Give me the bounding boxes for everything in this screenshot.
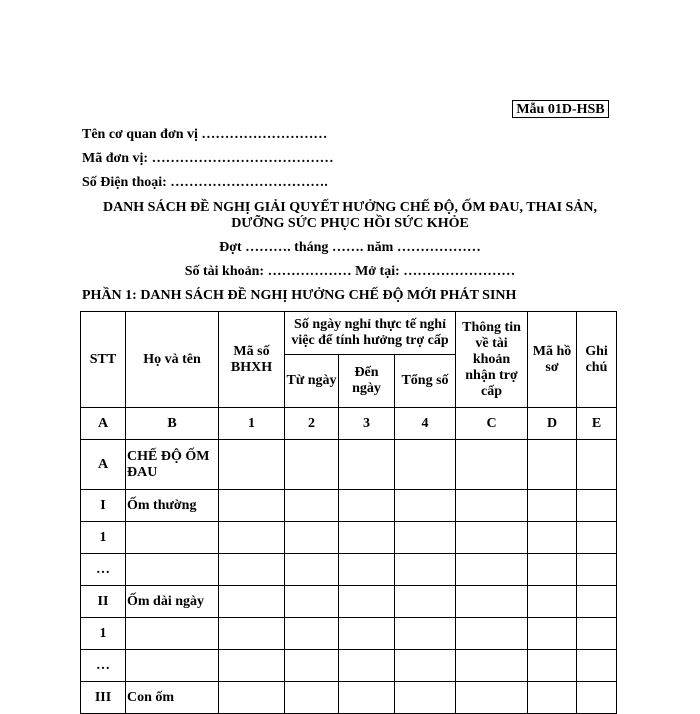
code-cell: B	[126, 408, 219, 440]
empty-cell	[456, 586, 528, 618]
code-cell: E	[577, 408, 617, 440]
header-stt: STT	[81, 312, 126, 408]
table-row	[81, 554, 617, 586]
empty-cell	[285, 682, 339, 714]
agency-name-line: Tên cơ quan đơn vị ………………………	[82, 127, 328, 142]
empty-cell	[456, 650, 528, 682]
code-cell: D	[528, 408, 577, 440]
empty-cell	[528, 440, 577, 490]
form-code-box: Mẫu 01D-HSB	[512, 100, 609, 118]
empty-cell	[395, 440, 456, 490]
empty-cell	[528, 522, 577, 554]
empty-cell	[219, 554, 285, 586]
header-account-info: Thông tin về tài khoản nhận trợ cấp	[456, 312, 528, 408]
row-name-cell	[126, 650, 219, 682]
empty-cell	[456, 490, 528, 522]
empty-cell	[395, 618, 456, 650]
header-file-code: Mã hồ sơ	[528, 312, 577, 408]
row-stt-cell: …	[81, 554, 126, 586]
empty-cell	[456, 522, 528, 554]
empty-cell	[577, 650, 617, 682]
empty-cell	[528, 618, 577, 650]
empty-cell	[577, 554, 617, 586]
row-name-cell	[126, 554, 219, 586]
row-stt-cell: I	[81, 490, 126, 522]
code-cell: 1	[219, 408, 285, 440]
empty-cell	[339, 522, 395, 554]
empty-cell	[395, 522, 456, 554]
empty-cell	[285, 650, 339, 682]
empty-cell	[528, 586, 577, 618]
row-stt-cell: …	[81, 650, 126, 682]
empty-cell	[339, 682, 395, 714]
empty-cell	[219, 618, 285, 650]
empty-cell	[219, 682, 285, 714]
empty-cell	[528, 650, 577, 682]
row-stt-cell: 1	[81, 618, 126, 650]
empty-cell	[395, 490, 456, 522]
table-row	[81, 440, 617, 490]
empty-cell	[219, 490, 285, 522]
empty-cell	[339, 490, 395, 522]
part1-title: PHẦN 1: DANH SÁCH ĐỀ NGHỊ HƯỞNG CHẾ ĐỘ MỚI PHÁT SINH	[82, 288, 517, 303]
empty-cell	[395, 586, 456, 618]
empty-cell	[339, 650, 395, 682]
header-from-date: Từ ngày	[285, 355, 339, 408]
header-to-date: Đến ngày	[339, 355, 395, 408]
empty-cell	[577, 440, 617, 490]
empty-cell	[339, 554, 395, 586]
empty-cell	[285, 586, 339, 618]
empty-cell	[339, 618, 395, 650]
empty-cell	[577, 490, 617, 522]
code-cell: 2	[285, 408, 339, 440]
empty-cell	[577, 682, 617, 714]
empty-cell	[219, 650, 285, 682]
empty-cell	[577, 522, 617, 554]
empty-cell	[528, 554, 577, 586]
row-name-cell	[126, 618, 219, 650]
table-row	[81, 618, 617, 650]
empty-cell	[285, 554, 339, 586]
period-line: Đợt ………. tháng ……. năm ………………	[219, 240, 481, 255]
row-stt-cell: A	[81, 440, 126, 490]
header-days-group: Số ngày nghỉ thực tế nghỉ việc để tính hưởng trợ cấp	[285, 312, 456, 355]
code-cell: C	[456, 408, 528, 440]
code-cell: A	[81, 408, 126, 440]
table-row	[81, 490, 617, 522]
empty-cell	[577, 586, 617, 618]
unit-code-line: Mã đơn vị: …………………………………	[82, 151, 334, 166]
empty-cell	[395, 650, 456, 682]
empty-cell	[456, 682, 528, 714]
empty-cell	[528, 490, 577, 522]
document-title-line1: DANH SÁCH ĐỀ NGHỊ GIẢI QUYẾT HƯỞNG CHẾ ĐỘ, ỐM ĐAU, THAI SẢN,	[102, 200, 598, 215]
row-stt-cell: III	[81, 682, 126, 714]
row-name-cell: Ốm dài ngày	[126, 586, 219, 618]
empty-cell	[528, 682, 577, 714]
column-code-row	[81, 408, 617, 440]
row-name-cell: Ốm thường	[126, 490, 219, 522]
code-cell: 4	[395, 408, 456, 440]
document-title-line2: DƯỠNG SỨC PHỤC HỒI SỨC KHỎE	[231, 216, 469, 231]
empty-cell	[285, 522, 339, 554]
empty-cell	[285, 618, 339, 650]
row-name-cell: Con ốm	[126, 682, 219, 714]
table-row	[81, 650, 617, 682]
row-stt-cell: II	[81, 586, 126, 618]
phone-line: Số Điện thoại: …………………………….	[82, 175, 328, 190]
table-row	[81, 586, 617, 618]
empty-cell	[339, 440, 395, 490]
code-cell: 3	[339, 408, 395, 440]
header-social-id: Mã số BHXH	[219, 312, 285, 408]
empty-cell	[219, 522, 285, 554]
table-row	[81, 522, 617, 554]
empty-cell	[339, 586, 395, 618]
empty-cell	[395, 682, 456, 714]
row-name-cell	[126, 522, 219, 554]
header-note: Ghi chú	[577, 312, 617, 408]
benefit-list-table	[80, 311, 617, 714]
header-name: Họ và tên	[126, 312, 219, 408]
empty-cell	[577, 618, 617, 650]
empty-cell	[285, 490, 339, 522]
table-row	[81, 682, 617, 714]
empty-cell	[456, 554, 528, 586]
empty-cell	[456, 440, 528, 490]
empty-cell	[219, 440, 285, 490]
row-stt-cell: 1	[81, 522, 126, 554]
empty-cell	[219, 586, 285, 618]
header-total: Tổng số	[395, 355, 456, 408]
empty-cell	[456, 618, 528, 650]
row-name-cell: CHẾ ĐỘ ỐM ĐAU	[126, 440, 219, 490]
empty-cell	[285, 440, 339, 490]
account-line: Số tài khoản: ……………… Mở tại: ……………………	[184, 264, 516, 279]
empty-cell	[395, 554, 456, 586]
